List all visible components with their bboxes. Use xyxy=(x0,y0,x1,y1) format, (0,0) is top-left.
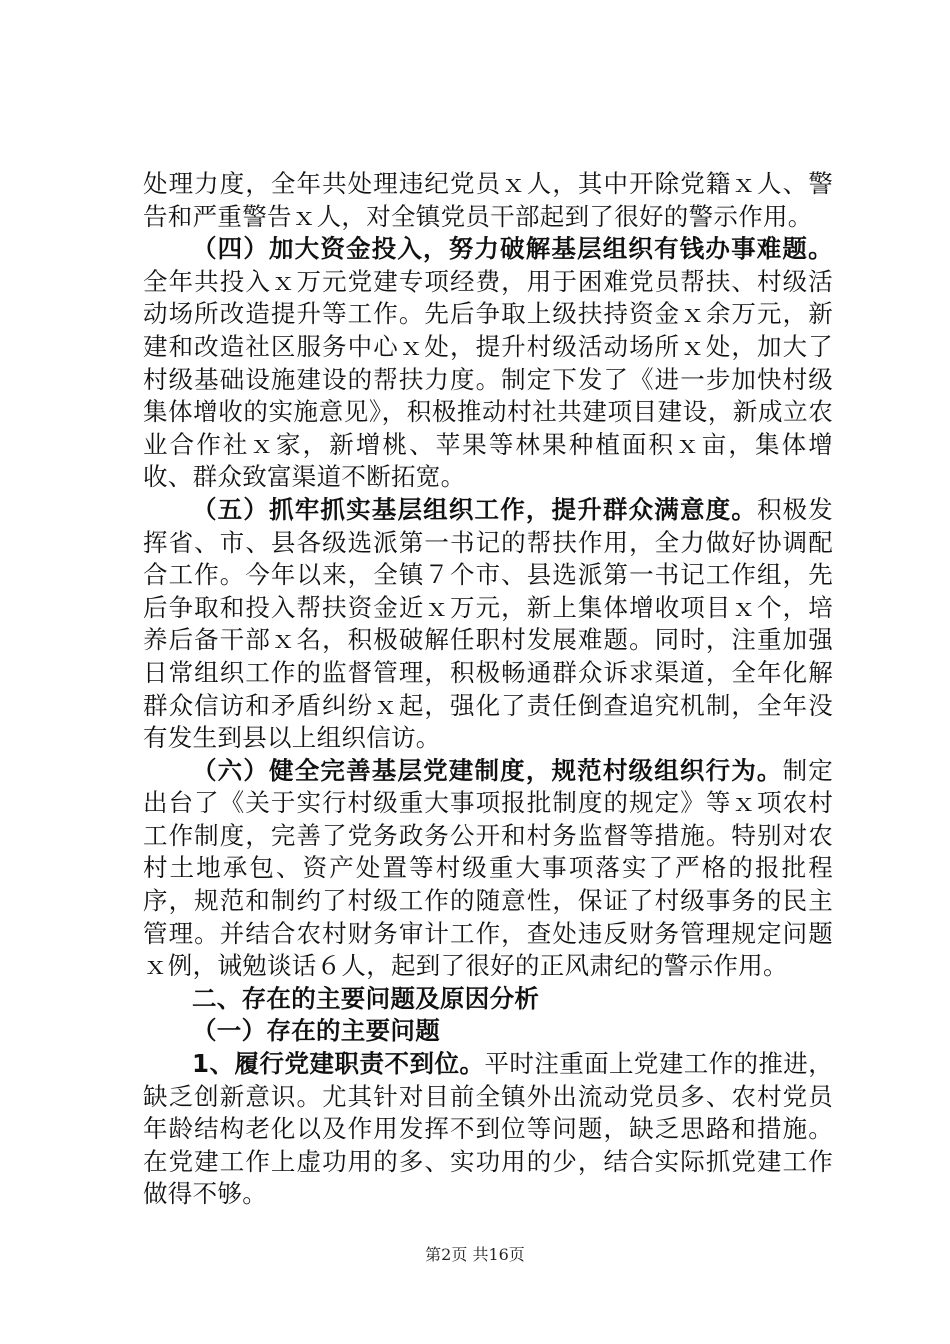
paragraph-problem-1 xyxy=(143,1048,833,1211)
paragraph-lead-problem-1: 1、履行党建职责不到位。 xyxy=(192,1049,485,1079)
paragraph-party-system xyxy=(143,755,833,983)
paragraph-body-text: 处理力度，全年共处理违纪党员ｘ人，其中开除党籍ｘ人、警告和严重警告ｘ人，对全镇党员干部起到了很好的警示作用。 xyxy=(143,169,833,231)
paragraph-funding-investment xyxy=(143,233,833,494)
paragraph-body-text: 积极发挥省、市、县各级选派第一书记的帮扶作用，全力做好协调配合工作。今年以来，全镇７个市、县选派第一书记工作组，先后争取和投入帮扶资金近ｘ万元，新上集体增收项目ｘ个，培养后备干部ｘ名，积极破解任职村发展难题。同时，注重加强日常组织工作的监督管理，积极畅通群众诉求渠道，全年化解群众信访和矛盾纠纷ｘ起，强化了责任倒查追究机制，全年没有发生到县以上组织信访。 xyxy=(143,494,833,753)
section-heading: 二、存在的主要问题及原因分析 xyxy=(192,983,540,1013)
paragraph-body-text: 全年共投入ｘ万元党建专项经费，用于困难党员帮扶、村级活动场所改造提升等工作。先后争取上级扶持资金ｘ余万元，新建和改造社区服务中心ｘ处，提升村级活动场所ｘ处，加大了村级基础设施建设的帮扶力度。制定下发了《进一步加快村级集体增收的实施意见》，积极推动村社共建项目建设，新成立农业合作社ｘ家，新增桃、苹果等林果种植面积ｘ亩，集体增收、群众致富渠道不断拓宽。 xyxy=(143,266,834,492)
paragraph-lead-system: （六）健全完善基层党建制度，规范村级组织行为。 xyxy=(192,755,783,785)
document-body xyxy=(143,168,833,1211)
paragraph-discipline-continued xyxy=(143,168,833,233)
paragraph-body-text: 制定出台了《关于实行村级重大事项报批制度的规定》等ｘ项农村工作制度，完善了党务政务公开和村务监督等措施。特别对农村土地承包、资产处置等村级重大事项落实了严格的报批程序，规范和制约了村级工作的随意性，保证了村级事务的民主管理。并结合农村财务审计工作，查处违反财务管理规定问题ｘ例，诫勉谈话６人，起到了很好的正风肃纪的警示作用。 xyxy=(143,755,833,981)
paragraph-body-text: 平时注重面上党建工作的推进，缺乏创新意识。尤其针对目前全镇外出流动党员多、农村党员年龄结构老化以及作用发挥不到位等问题，缺乏思路和措施。在党建工作上虚功用的多、实功用的少，结合实际抓党建工作做得不够。 xyxy=(143,1049,833,1209)
page-number-footer: 第2页 共16页 xyxy=(425,1245,525,1264)
paragraph-lead-organization: （五）抓牢抓实基层组织工作，提升群众满意度。 xyxy=(192,494,758,524)
paragraph-lead-funding: （四）加大资金投入，努力破解基层组织有钱办事难题。 xyxy=(192,234,833,264)
subsection-heading: （一）存在的主要问题 xyxy=(192,1016,440,1046)
paragraph-organization-work xyxy=(143,494,833,755)
